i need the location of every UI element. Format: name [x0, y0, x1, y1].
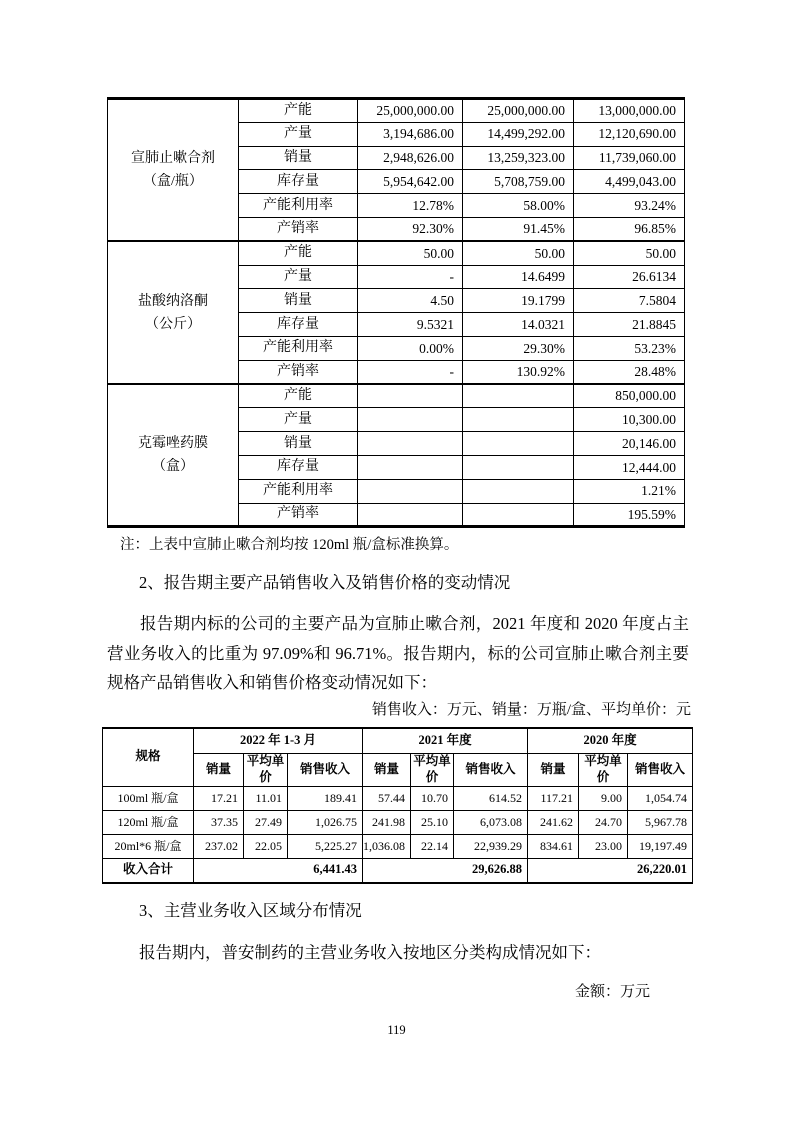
value-cell: 13,000,000.00 — [574, 99, 685, 123]
page-number: 119 — [387, 1023, 406, 1037]
year-group-header: 2022 年 1-3 月 — [194, 728, 363, 753]
metric-cell: 产能利用率 — [239, 336, 358, 360]
metric-cell: 库存量 — [239, 170, 358, 194]
value-cell: 614.52 — [454, 786, 528, 810]
value-cell: 7.5804 — [574, 289, 685, 313]
value-cell — [463, 479, 574, 503]
value-cell: 1,054.74 — [628, 786, 693, 810]
value-cell: 22.05 — [244, 834, 288, 858]
value-cell: 13,259,323.00 — [463, 146, 574, 170]
value-cell: 92.30% — [358, 217, 463, 241]
value-cell: 19,197.49 — [628, 834, 693, 858]
value-cell: 50.00 — [574, 241, 685, 265]
value-cell: 14.0321 — [463, 313, 574, 337]
spec-header-cell: 规格 — [103, 728, 194, 786]
product-name-cell — [108, 384, 239, 527]
section-2-paragraph: 报告期内标的公司的主要产品为宣肺止嗽合剂，2021 年度和 2020 年度占主营业务收入的比重为 97.09%和 96.71%。报告期内，标的公司宣肺止嗽合剂主要规格产品销售收入和销售价格变动情况如下： — [107, 614, 689, 692]
metric-cell: 产销率 — [239, 503, 358, 527]
value-cell: 4.50 — [358, 289, 463, 313]
value-cell: 96.85% — [574, 217, 685, 241]
value-cell: 130.92% — [463, 360, 574, 384]
value-cell — [463, 384, 574, 408]
value-cell: 23.00 — [579, 834, 628, 858]
table-row — [103, 786, 693, 810]
product-name-cell — [108, 99, 239, 242]
spec-cell: 20ml*6 瓶/盒 — [103, 834, 194, 858]
value-cell: 17.21 — [194, 786, 244, 810]
subheader-cell: 销量 — [528, 753, 579, 786]
value-cell — [358, 384, 463, 408]
value-cell: 22,939.29 — [454, 834, 528, 858]
metric-cell: 库存量 — [239, 455, 358, 479]
value-cell: 22.14 — [411, 834, 454, 858]
value-cell: 2,948,626.00 — [358, 146, 463, 170]
value-cell: 12,120,690.00 — [574, 122, 685, 146]
value-cell — [358, 408, 463, 432]
value-cell: 20,146.00 — [574, 432, 685, 456]
value-cell: 6,073.08 — [454, 810, 528, 834]
production-table — [107, 97, 685, 528]
table-note: 注：上表中宣肺止嗽合剂均按 120ml 瓶/盒标准换算。 — [120, 537, 459, 553]
value-cell: - — [358, 360, 463, 384]
metric-cell: 产能 — [239, 241, 358, 265]
unit-note-amount: 金额：万元 — [574, 984, 650, 1000]
value-cell: 14.6499 — [463, 265, 574, 289]
metric-cell: 产能利用率 — [239, 194, 358, 218]
subheader-cell: 销售收入 — [288, 753, 363, 786]
value-cell: 5,967.78 — [628, 810, 693, 834]
value-cell — [358, 432, 463, 456]
value-cell: - — [358, 265, 463, 289]
metric-cell: 销量 — [239, 289, 358, 313]
metric-cell: 产量 — [239, 408, 358, 432]
total-value-cell: 29,626.88 — [363, 858, 528, 883]
value-cell: 189.41 — [288, 786, 363, 810]
table-row — [108, 241, 685, 265]
value-cell: 29.30% — [463, 336, 574, 360]
subheader-cell: 销售收入 — [628, 753, 693, 786]
value-cell — [463, 455, 574, 479]
value-cell: 28.48% — [574, 360, 685, 384]
spec-cell: 120ml 瓶/盒 — [103, 810, 194, 834]
subheader-cell: 平均单价 — [244, 753, 288, 786]
metric-cell: 产量 — [239, 122, 358, 146]
value-cell: 58.00% — [463, 194, 574, 218]
value-cell: 241.62 — [528, 810, 579, 834]
value-cell: 834.61 — [528, 834, 579, 858]
value-cell: 10,300.00 — [574, 408, 685, 432]
value-cell: 12,444.00 — [574, 455, 685, 479]
value-cell: 53.23% — [574, 336, 685, 360]
value-cell: 25.10 — [411, 810, 454, 834]
value-cell: 9.00 — [579, 786, 628, 810]
product-unit-line: （公斤） — [145, 316, 201, 332]
value-cell: 5,954,642.00 — [358, 170, 463, 194]
value-cell: 1.21% — [574, 479, 685, 503]
year-group-header: 2021 年度 — [363, 728, 528, 753]
table-row — [103, 834, 693, 858]
section-heading-2: 2、报告期主要产品销售收入及销售价格的变动情况 — [139, 573, 511, 592]
table-row — [103, 810, 693, 834]
value-cell: 14,499,292.00 — [463, 122, 574, 146]
value-cell: 57.44 — [363, 786, 411, 810]
value-cell: 9.5321 — [358, 313, 463, 337]
total-value-cell: 6,441.43 — [194, 858, 363, 883]
metric-cell: 产能利用率 — [239, 479, 358, 503]
subheader-cell: 平均单价 — [411, 753, 454, 786]
metric-cell: 产能 — [239, 99, 358, 123]
value-cell: 10.70 — [411, 786, 454, 810]
value-cell — [358, 479, 463, 503]
value-cell: 1,036.08 — [363, 834, 411, 858]
value-cell: 19.1799 — [463, 289, 574, 313]
value-cell: 1,026.75 — [288, 810, 363, 834]
value-cell: 50.00 — [463, 241, 574, 265]
total-row — [103, 858, 693, 883]
metric-cell: 销量 — [239, 432, 358, 456]
product-name-cell — [108, 241, 239, 384]
value-cell: 11.01 — [244, 786, 288, 810]
subheader-cell: 销量 — [363, 753, 411, 786]
table-header-row — [103, 728, 693, 753]
value-cell: 5,225.27 — [288, 834, 363, 858]
value-cell: 117.21 — [528, 786, 579, 810]
section-heading-3: 3、主营业务收入区域分布情况 — [139, 901, 362, 920]
value-cell: 3,194,686.00 — [358, 122, 463, 146]
product-name-line: 盐酸纳洛酮 — [138, 293, 208, 309]
metric-cell: 产销率 — [239, 360, 358, 384]
value-cell: 0.00% — [358, 336, 463, 360]
value-cell — [358, 455, 463, 479]
product-unit-line: （盒/瓶） — [143, 174, 203, 190]
sales-by-spec-table — [102, 727, 693, 884]
value-cell: 850,000.00 — [574, 384, 685, 408]
year-group-header: 2020 年度 — [528, 728, 693, 753]
total-label-cell: 收入合计 — [103, 858, 194, 883]
value-cell: 25,000,000.00 — [463, 99, 574, 123]
value-cell: 11,739,060.00 — [574, 146, 685, 170]
value-cell — [358, 503, 463, 527]
metric-cell: 产销率 — [239, 217, 358, 241]
metric-cell: 产能 — [239, 384, 358, 408]
metric-cell: 库存量 — [239, 313, 358, 337]
value-cell: 241.98 — [363, 810, 411, 834]
value-cell: 24.70 — [579, 810, 628, 834]
value-cell: 27.49 — [244, 810, 288, 834]
value-cell: 93.24% — [574, 194, 685, 218]
product-name-line: 克霉唑药膜 — [138, 436, 208, 452]
metric-cell: 产量 — [239, 265, 358, 289]
value-cell: 50.00 — [358, 241, 463, 265]
product-unit-line: （盒） — [152, 459, 194, 475]
subheader-cell: 平均单价 — [579, 753, 628, 786]
value-cell: 237.02 — [194, 834, 244, 858]
value-cell: 4,499,043.00 — [574, 170, 685, 194]
value-cell — [463, 408, 574, 432]
value-cell: 195.59% — [574, 503, 685, 527]
metric-cell: 销量 — [239, 146, 358, 170]
value-cell — [463, 503, 574, 527]
value-cell: 26.6134 — [574, 265, 685, 289]
product-name-line: 宣肺止嗽合剂 — [131, 151, 215, 167]
value-cell: 91.45% — [463, 217, 574, 241]
value-cell: 37.35 — [194, 810, 244, 834]
unit-note-sales: 销售收入：万元、销量：万瓶/盒、平均单价：元 — [371, 702, 691, 718]
section-3-paragraph: 报告期内，普安制药的主营业务收入按地区分类构成情况如下： — [139, 943, 601, 962]
value-cell: 21.8845 — [574, 313, 685, 337]
value-cell: 5,708,759.00 — [463, 170, 574, 194]
value-cell: 12.78% — [358, 194, 463, 218]
subheader-cell: 销量 — [194, 753, 244, 786]
total-value-cell: 26,220.01 — [528, 858, 693, 883]
value-cell: 25,000,000.00 — [358, 99, 463, 123]
value-cell — [463, 432, 574, 456]
subheader-cell: 销售收入 — [454, 753, 528, 786]
table-row — [108, 99, 685, 123]
spec-cell: 100ml 瓶/盒 — [103, 786, 194, 810]
table-row — [108, 384, 685, 408]
